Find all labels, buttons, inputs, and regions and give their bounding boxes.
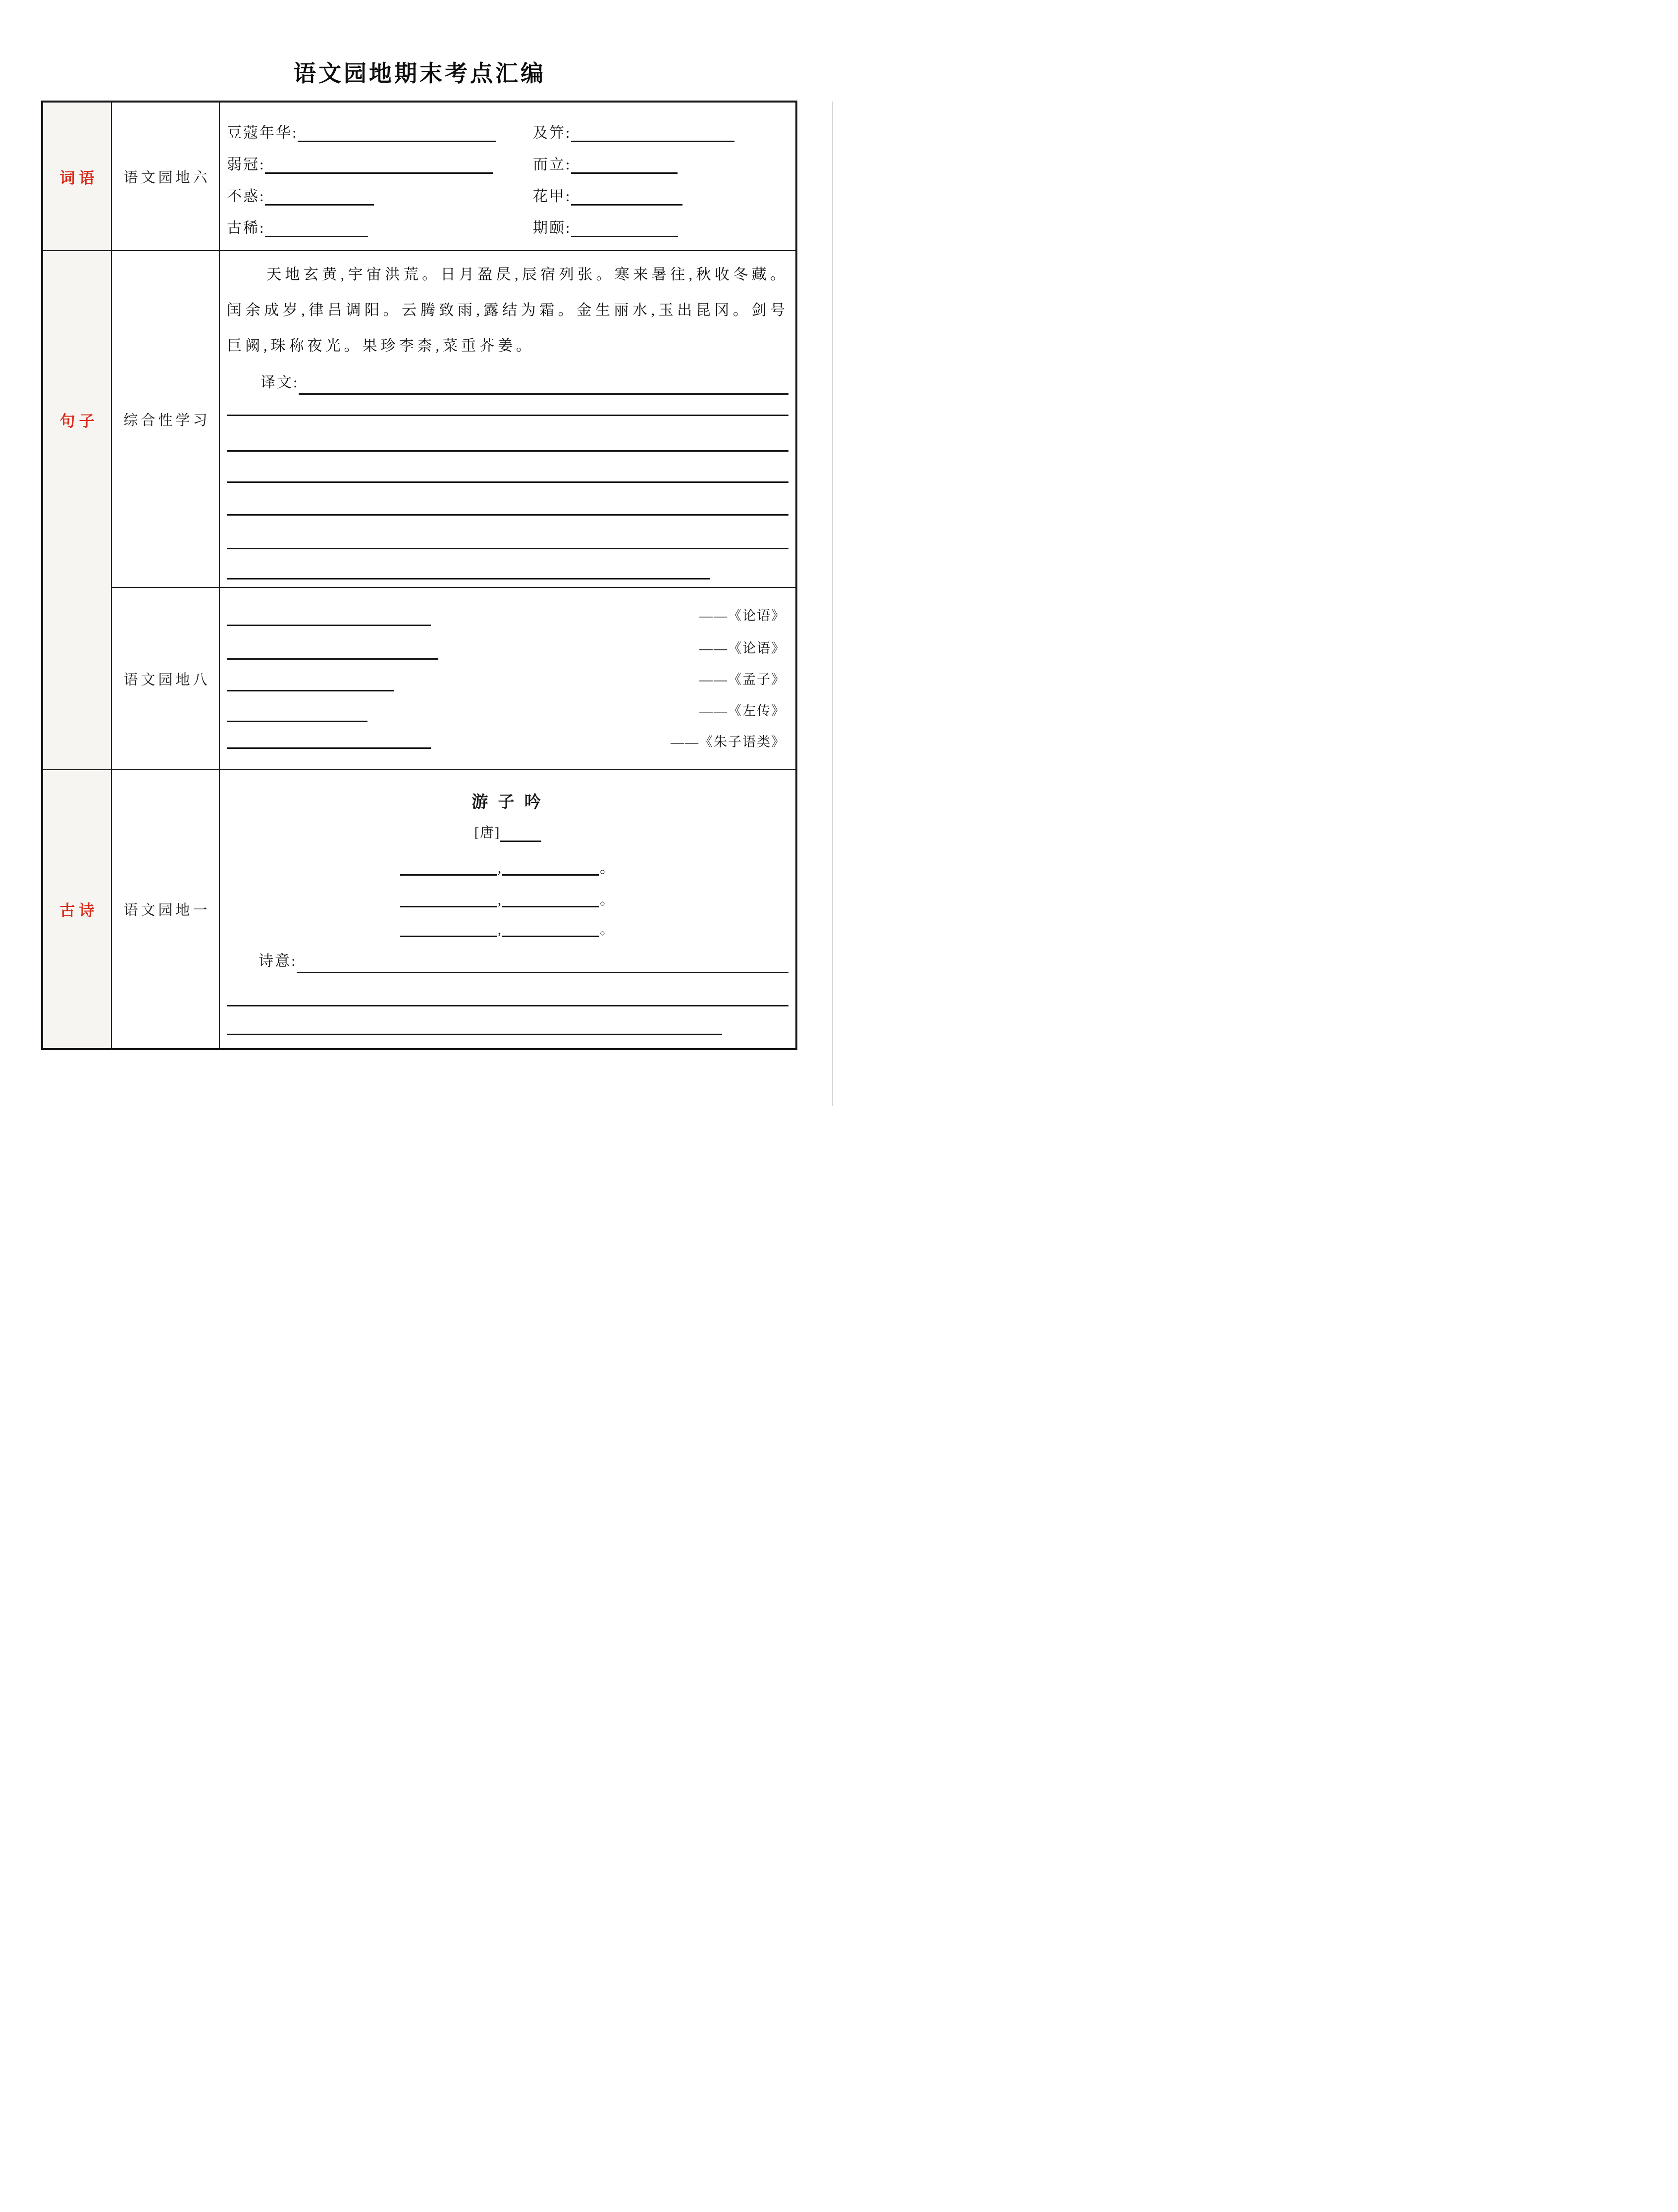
section-label-garden6: 语文园地六 xyxy=(123,169,210,186)
answer-line xyxy=(227,1005,788,1006)
answer-line xyxy=(227,625,431,626)
section-label-comprehensive-study: 综合性学习 xyxy=(123,412,210,428)
scan-edge-artifact xyxy=(832,102,833,1106)
term-item xyxy=(533,184,682,206)
section-label-garden1: 语文园地一 xyxy=(123,902,210,918)
quote-source: ——《论语》 xyxy=(699,641,786,656)
poem-verse-line xyxy=(220,856,795,876)
poem-verse-line xyxy=(220,917,795,937)
answer-blank xyxy=(400,899,497,907)
answer-line xyxy=(227,481,788,483)
answer-blank xyxy=(297,966,788,973)
category-cell-sentences xyxy=(43,250,111,769)
poem-title: 游 子 吟 xyxy=(472,793,544,811)
answer-line xyxy=(227,690,394,691)
section-cell-comprehensive-study xyxy=(111,250,219,587)
category-label-sentences: 句子 xyxy=(59,413,99,430)
term-item xyxy=(227,152,533,174)
term-item xyxy=(533,152,678,174)
answer-line xyxy=(227,747,431,749)
term-label: 花甲: xyxy=(533,188,572,205)
classic-passage-text: 天地玄黄,宇宙洪荒。日月盈昃,辰宿列张。寒来暑往,秋收冬藏。闰余成岁,律吕调阳。云腾致雨,露结为霜。金生丽水,玉出昆冈。剑号巨阙,珠称夜光。果珍李柰,菜重芥姜。 xyxy=(227,266,788,354)
poem-verse-line xyxy=(220,888,795,907)
term-label: 古稀: xyxy=(227,220,265,236)
answer-blank xyxy=(571,166,678,174)
answer-line xyxy=(227,514,788,516)
quote-source: ——《孟子》 xyxy=(699,672,786,687)
poem-dynasty-line xyxy=(220,822,795,842)
term-item xyxy=(533,215,678,237)
answer-blank xyxy=(571,135,734,142)
quote-source: ——《论语》 xyxy=(699,608,786,623)
answer-line xyxy=(227,548,788,549)
translation-label: 译文: xyxy=(261,374,299,391)
category-cell-poem xyxy=(43,769,111,1048)
answer-blank xyxy=(265,166,493,174)
comma: , xyxy=(497,922,502,938)
term-label: 不惑: xyxy=(227,188,265,205)
quote-source: ——《朱子语类》 xyxy=(671,735,786,749)
answer-blank xyxy=(571,230,678,237)
section-cell-garden8 xyxy=(111,587,219,769)
comma: , xyxy=(497,860,502,876)
comprehensive-study-content-cell xyxy=(219,250,795,587)
words-content-cell xyxy=(219,103,795,250)
poem-meaning-row xyxy=(227,948,788,973)
poem-dynasty: [唐] xyxy=(474,825,501,841)
answer-line xyxy=(227,1034,722,1035)
term-item xyxy=(533,120,734,142)
answer-blank xyxy=(400,867,497,876)
section-cell-garden6 xyxy=(111,103,219,250)
term-item xyxy=(227,120,533,142)
exam-points-table xyxy=(41,101,797,1050)
answer-blank xyxy=(502,867,599,876)
term-label: 弱冠: xyxy=(227,157,265,173)
term-row xyxy=(227,184,788,206)
term-item xyxy=(227,215,533,237)
term-label: 期颐: xyxy=(533,220,572,236)
answer-blank xyxy=(571,198,682,206)
page-title: 语文园地期末考点汇编 xyxy=(293,61,546,86)
category-label-poem: 古诗 xyxy=(59,902,99,919)
answer-line xyxy=(227,658,438,660)
answer-blank xyxy=(265,198,374,206)
period: 。 xyxy=(600,892,615,908)
poem-meaning-label: 诗意: xyxy=(259,953,297,969)
translation-row xyxy=(227,370,788,395)
poem-content-cell xyxy=(219,769,795,1048)
author-blank xyxy=(500,835,541,842)
term-row xyxy=(227,120,788,142)
term-label: 豆蔻年华: xyxy=(227,125,298,141)
category-cell-words xyxy=(43,103,111,250)
answer-blank xyxy=(299,387,788,395)
period: 。 xyxy=(600,860,615,876)
answer-blank xyxy=(265,230,368,237)
section-cell-garden1 xyxy=(111,769,219,1048)
answer-line xyxy=(227,450,788,452)
answer-line xyxy=(227,721,367,722)
period: 。 xyxy=(600,922,615,938)
answer-blank xyxy=(502,929,599,937)
quote-source: ——《左传》 xyxy=(699,703,786,718)
answer-line xyxy=(227,578,710,579)
term-label: 及笄: xyxy=(533,125,572,141)
term-label: 而立: xyxy=(533,157,572,173)
term-row xyxy=(227,215,788,237)
comma: , xyxy=(497,892,502,908)
category-label-words: 词语 xyxy=(59,169,99,187)
garden8-content-cell xyxy=(219,587,795,769)
answer-line xyxy=(227,415,788,416)
term-row xyxy=(227,152,788,174)
answer-blank xyxy=(502,899,599,907)
answer-blank xyxy=(400,929,497,937)
term-item xyxy=(227,184,533,206)
answer-blank xyxy=(298,135,496,142)
section-label-garden8: 语文园地八 xyxy=(123,672,210,688)
